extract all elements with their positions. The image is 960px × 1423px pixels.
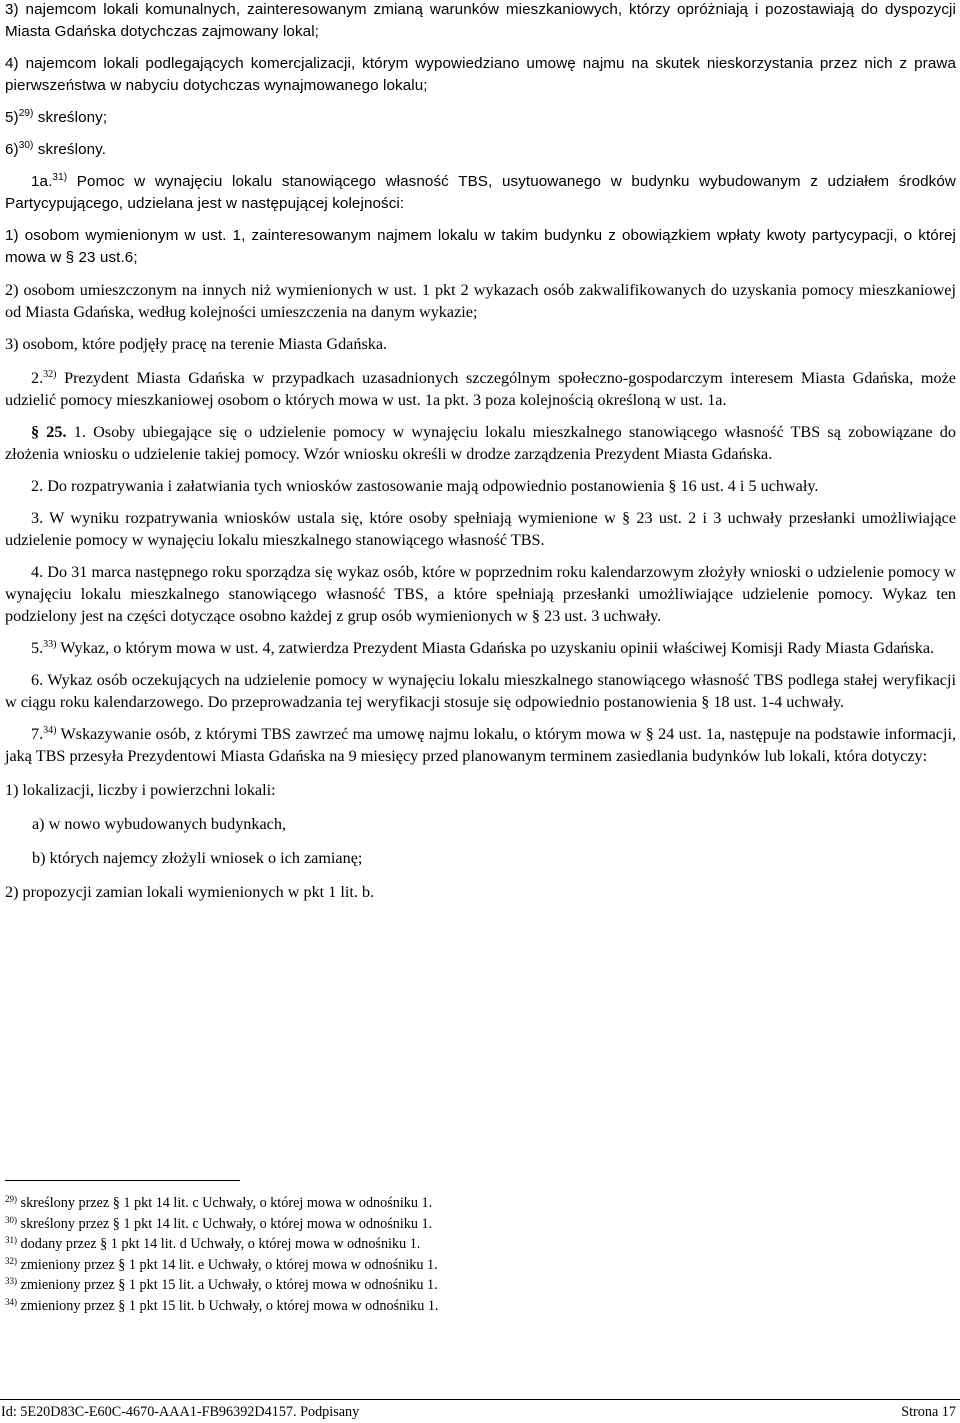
footnotes (5, 1193, 955, 1317)
paragraph-item-6 (5, 139, 956, 161)
footnote-separator (5, 1180, 240, 1181)
section-25-paragraph-6: 6. Wykaz osób oczekujących na udzielenie pomocy w wynajęciu lokalu mieszkalnego stanowiącego własność TBS podlega stałej weryfikacji w ciągu roku kalendarzowego. Do przeprowadzania tej weryfikacji stosuje się odpowiednio postanowienia § 18 ust. 1-4 uchwały. (5, 671, 956, 711)
footnote-number: 32) (5, 1255, 17, 1266)
section-25-paragraph-7 (5, 723, 956, 767)
paragraph-text: Prezydent Miasta Gdańska w przypadkach uzasadnionych szczególnym społeczno-gospodarczym interesem Miasta Gdańska, może udzielić pomocy mieszkaniowej osobom o których mowa w ust. 1a pkt. 3 poza kolejnością określoną w ust. 1a. (5, 369, 956, 409)
footnote-ref: 34) (43, 725, 57, 736)
footnote-text: skreślony przez § 1 pkt 14 lit. c Uchwały, o której mowa w odnośniku 1. (17, 1195, 433, 1211)
footnote-text: dodany przez § 1 pkt 14 lit. d Uchwały, o której mowa w odnośniku 1. (17, 1236, 421, 1253)
paragraph-7-item-1-letter-a: a) w nowo wybudowanych budynkach, (32, 815, 286, 833)
document-id: Id: 5E20D83C-E60C-4670-AAA1-FB96392D4157. Podpisany (1, 1404, 360, 1420)
footnote-text: zmieniony przez § 1 pkt 15 lit. b Uchwały, o której mowa w odnośniku 1. (17, 1297, 439, 1314)
page-number: Strona 17 (901, 1404, 956, 1420)
footnote-text: zmieniony przez § 1 pkt 14 lit. e Uchwały, o której mowa w odnośniku 1. (17, 1256, 438, 1273)
footnote-ref: 33) (43, 639, 57, 650)
section-25-paragraph-5 (5, 637, 956, 659)
section-25-paragraph-4: 4. Do 31 marca następnego roku sporządza się wykaz osób, które w poprzednim roku kalendarzowym złożyły wnioski o udzielenie pomocy w wynajęciu lokalu mieszkalnego stanowiącego własność TBS, a które spełniają przesłanki umożliwiające udzielenie pomocy. Wykaz ten podzielony jest na części dotyczące osobno każdej z grup osób wymienionych w § 23 ust. 3 uchwały. (5, 563, 956, 625)
paragraph-number: 1a. (31, 173, 53, 190)
paragraph-number: 2. (31, 369, 44, 387)
footnote-number: 33) (5, 1276, 17, 1287)
paragraph-number: 5. (31, 639, 44, 657)
paragraph-item-3: 3) najemcom lokali komunalnych, zainteresowanym zmianą warunków mieszkaniowych, którzy opróżniają i pozostawiają do dyspozycji Miasta Gdańska dotychczas zajmowany lokal; (5, 1, 956, 40)
footnote-ref: 29) (18, 108, 34, 119)
footnote-34 (5, 1296, 955, 1317)
footnote-text: skreślony przez § 1 pkt 14 lit. c Uchwały, o której mowa w odnośniku 1. (17, 1215, 433, 1232)
paragraph-number: 7. (31, 725, 44, 743)
paragraph-item-4: 4) najemcom lokali podlegających komercjalizacji, którym wypowiedziano umowę najmu na skutek nieskorzystania przez nich z prawa pierwszeństwa w nabyciu dotychczas wynajmowanego lokalu; (5, 55, 956, 94)
footnote-30 (5, 1214, 955, 1235)
document-page (5, 0, 956, 903)
paragraph-1a (5, 171, 956, 215)
footnote-33 (5, 1275, 955, 1296)
footnote-number: 34) (5, 1296, 17, 1307)
footnote-number: 29) (5, 1194, 17, 1204)
paragraph-1a-item-2: 2) osobom umieszczonym na innych niż wymienionych w ust. 1 pkt 2 wykazach osób zakwalifikowanych do uzyskania pomocy mieszkaniowej od Miasta Gdańska, według kolejności umieszczenia na danym wykazie; (5, 281, 956, 321)
paragraph-1a-item-1: 1) osobom wymienionym w ust. 1, zainteresowanym najmem lokalu w takim budynku z obowiązkiem wpłaty kwoty partycypacji, o której mowa w § 23 ust.6; (5, 227, 956, 266)
section-25-paragraph-3: 3. W wyniku rozpatrywania wniosków ustala się, które osoby spełniają wymienione w § 23 ust. 2 i 3 uchwały przesłanki umożliwiające udzielenie pomocy w wynajęciu lokalu mieszkalnego stanowiącego własność TBS. (5, 509, 956, 549)
footnote-ref: 32) (43, 369, 57, 380)
paragraph-text: Wykaz, o którym mowa w ust. 4, zatwierdza Prezydent Miasta Gdańska po uzyskaniu opinii właściwej Komisji Rady Miasta Gdańska. (56, 639, 935, 657)
section-25-paragraph-1 (5, 421, 956, 465)
footnote-ref: 31) (52, 172, 68, 183)
footnote-text: zmieniony przez § 1 pkt 15 lit. a Uchwały, o której mowa w odnośniku 1. (17, 1277, 438, 1294)
footnote-number: 30) (5, 1214, 17, 1225)
page-footer (0, 1402, 956, 1422)
paragraph-1a-item-3: 3) osobom, które podjęły pracę na terenie Miasta Gdańska. (5, 335, 388, 353)
item-number: 5) (5, 109, 19, 126)
paragraph-text: Pomoc w wynajęciu lokalu stanowiącego własność TBS, usytuowanego w budynku wybudowanym z udziałem środków Partycypującego, udzielana jest w następującej kolejności: (5, 173, 956, 212)
item-text: skreślony; (33, 109, 108, 126)
section-number: § 25. (31, 423, 67, 441)
section-25-paragraph-2: 2. Do rozpatrywania i załatwiania tych wniosków zastosowanie mają odpowiednio postanowienia § 16 ust. 4 i 5 uchwały. (31, 477, 819, 495)
footnote-number: 31) (5, 1235, 17, 1246)
paragraph-item-5 (5, 107, 956, 129)
footnote-32 (5, 1255, 955, 1276)
paragraph-2 (5, 367, 956, 411)
paragraph-7-item-1: 1) lokalizacji, liczby i powierzchni lokali: (5, 781, 276, 799)
footnote-29 (5, 1193, 955, 1214)
item-text: skreślony. (33, 141, 107, 158)
paragraph-7-item-2: 2) propozycji zamian lokali wymienionych w pkt 1 lit. b. (5, 883, 375, 901)
footer-separator (0, 1399, 960, 1400)
footnote-ref: 30) (18, 140, 34, 151)
paragraph-text: 1. Osoby ubiegające się o udzielenie pomocy w wynajęciu lokalu mieszkalnego stanowiącego własność TBS są zobowiązane do złożenia wniosku o udzielenie takiej pomocy. Wzór wniosku określi w drodze zarządzenia Prezydent Miasta Gdańska. (5, 423, 956, 463)
item-number: 6) (5, 141, 19, 158)
paragraph-text: Wskazywanie osób, z którymi TBS zawrzeć ma umowę najmu lokalu, o którym mowa w § 24 ust. 1a, następuje na podstawie informacji, jaką TBS przesyła Prezydentowi Miasta Gdańska na 9 miesięcy przed planowanym terminem zasiedlania budynków lub lokali, która dotyczy: (5, 725, 956, 765)
paragraph-7-item-1-letter-b: b) których najemcy złożyli wniosek o ich zamianę; (32, 849, 363, 867)
footnote-31 (5, 1234, 955, 1255)
